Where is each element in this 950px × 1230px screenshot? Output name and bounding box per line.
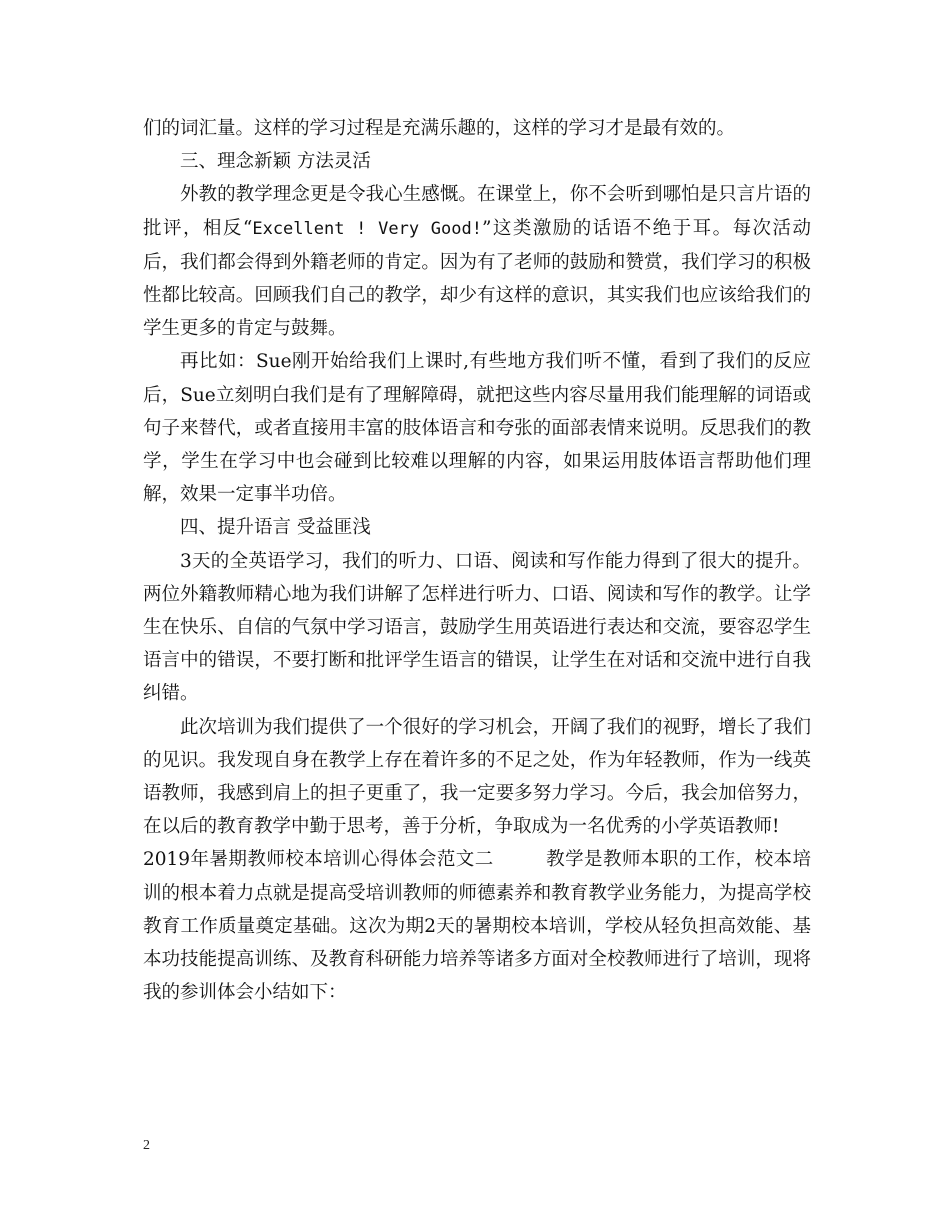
paragraph-text: 外教的教学理念更是令我心生感慨。在课堂上，你不会听到哪怕是只言片语的批评，相反“ [143,184,811,239]
essay-title: 2019年暑期教师校本培训心得体会范文二 [143,849,494,871]
paragraph-language-skills: 3天的全英语学习，我们的听力、口语、阅读和写作能力得到了很大的提升。两位外籍教师精心地为我们讲解了怎样进行听力、口语、阅读和写作的教学。让学生在快乐、自信的气氛中学习语言，鼓励学生用英语进行表达和交流，要容忍学生语言中的错误，不要打断和批评学生语言的错误，让学生在对话和交流中进行自我纠错。 [143,550,811,705]
paragraph-teaching-philosophy [143,178,811,345]
paragraph-conclusion: 此次培训为我们提供了一个很好的学习机会，开阔了我们的视野，增长了我们的见识。我发现自身在教学上存在着许多的不足之处，作为年轻教师，作为一线英语教师，我感到肩上的担子更重了，我一定要多努力学习。今后，我会加倍努力，在以后的教育教学中勤于思考，善于分析，争取成为一名优秀的小学英语教师! [143,716,811,838]
paragraph-text: ”这类激励的话语不绝于耳。每次活动后，我们都会得到外籍老师的肯定。因为有了老师的鼓励和赞赏，我们学习的积极性都比较高。回顾我们自己的教学，却少有这样的意识，其实我们也应该给我们的学生更多的肯定与鼓舞。 [143,217,811,340]
section-heading-4: 四、提升语言 受益匪浅 [180,517,371,539]
section-heading-3: 三、理念新颖 方法灵活 [180,151,371,173]
paragraph-essay-two [143,843,811,1009]
paragraph-example: 再比如：Sue刚开始给我们上课时,有些地方我们听不懂，看到了我们的反应后，Sue立刻明白我们是有了理解障碍，就把这些内容尽量用我们能理解的词语或句子来替代，或者直接用丰富的肢体语言和夸张的面部表情来说明。反思我们的教学，学生在学习中也会碰到比较难以理解的内容，如果运用肢体语言帮助他们理解，效果一定事半功倍。 [143,351,811,506]
page-number: 2 [143,1138,150,1153]
quoted-praise: Excellent ! Very Good! [252,218,482,239]
document-body [143,112,811,1009]
paragraph-continuation: 们的词汇量。这样的学习过程是充满乐趣的，这样的学习才是最有效的。 [143,118,736,139]
paragraph-text: 教学是教师本职的工作，校本培训的根本着力点就是提高受培训教师的师德素养和教育教学业务能力，为提高学校教育工作质量奠定基础。这次为期2天的暑期校本培训，学校从轻负担高效能、基本功技能提高训练、及教育科研能力培养等诸多方面对全校教师进行了培训，现将我的参训体会小结如下： [143,849,811,1004]
